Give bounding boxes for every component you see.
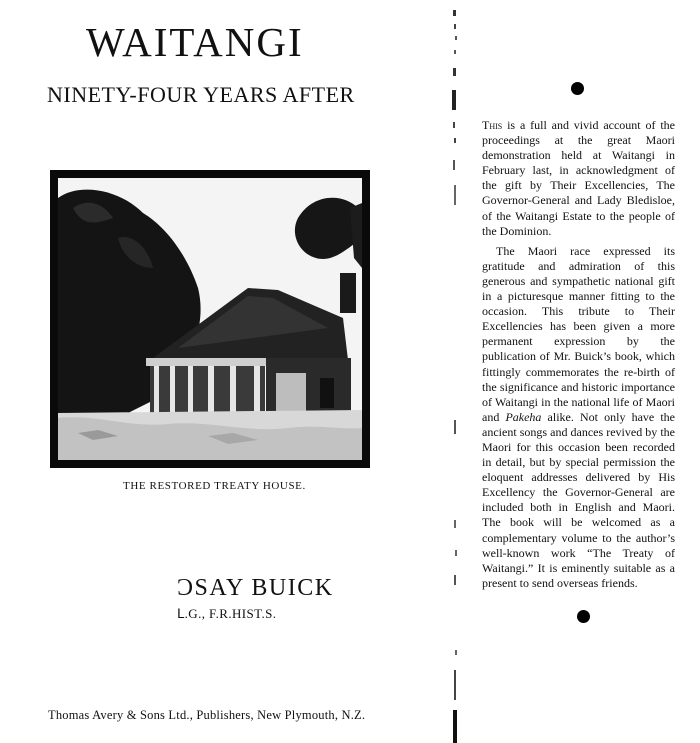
- paragraph-2-part-2: alike. Not only have the ancient songs and dances revived by the Maori for this occasion been recorded in detail, but by special permission the eloquent addresses delivered by His Excellency the Governor-General are included both in English and Maori. The book will be welcomed as a complementary volume to the author’s well-known work “The Treaty of Waitangi.” It is eminently suitable as a present to send overseas friends.: [482, 409, 676, 590]
- description-text: [482, 118, 675, 591]
- treaty-house-photo: [58, 178, 362, 460]
- paragraph-2-italic: Pakeha: [505, 409, 542, 424]
- publisher-line: Thomas Avery & Sons Ltd., Publishers, New Plymouth, N.Z.: [48, 708, 366, 722]
- paragraph-1-lead: This: [482, 118, 503, 132]
- photo-caption: THE RESTORED TREATY HOUSE.: [123, 480, 306, 492]
- photo-frame: [50, 170, 370, 468]
- author-degrees: ᒪ.G., F.R.HIST.S.: [177, 606, 277, 621]
- bullet-ornament-top: [571, 82, 584, 95]
- binding-gutter: [449, 10, 463, 743]
- bullet-ornament-bottom: [577, 610, 590, 623]
- paragraph-2-part-1: The Maori race expressed its gratitude and admiration of this generous and sympathetic national gift in a picturesque manner fitting to the occasion. This tribute to Their Excellencies has been given a more permanent expression by the publication of Mr. Buick’s book, which fittingly commemorates the re-birth of the significance and historic importance of Waitangi in the national life of Maori and: [482, 243, 675, 424]
- author-name: ƆSAY BUICK: [177, 575, 334, 601]
- paragraph-1: [482, 118, 675, 239]
- paragraph-1-body: is a full and vivid account of the proceedings at the great Maori demonstration held at Waitangi in February last, in acknowledgment of the gift by Their Excellencies, The Governor-General and Lady Bledisloe, of the Waitangi Estate to the people of the Dominion.: [482, 118, 675, 238]
- page-title: WAITANGI: [86, 19, 304, 65]
- paragraph-2: [482, 244, 675, 591]
- page-subtitle: NINETY-FOUR YEARS AFTER: [47, 82, 355, 107]
